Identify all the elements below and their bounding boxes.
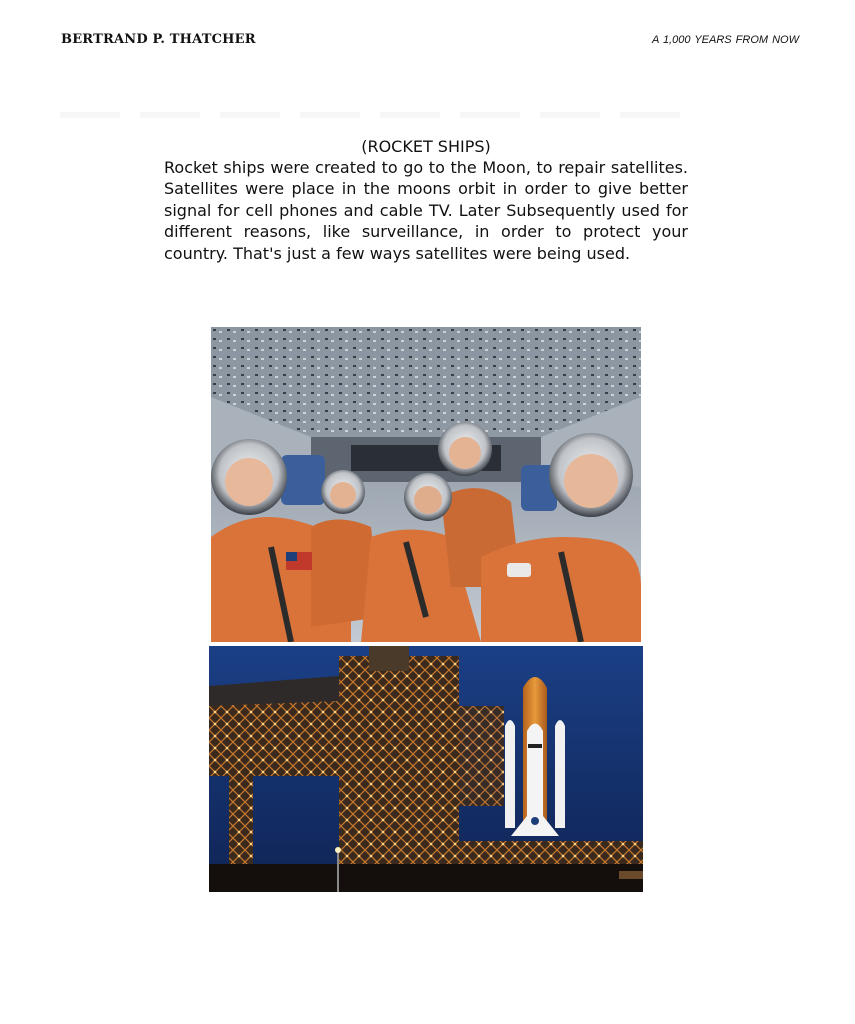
header-tagline: A 1,000 YEARS FROM NOW (651, 34, 799, 46)
faded-text-line (60, 112, 700, 118)
header-author: BERTRAND P. THATCHER (61, 32, 256, 47)
crew-cockpit-photo (211, 327, 641, 642)
section-paragraph: Rocket ships were created to go to the Moon, to repair satellites. Satellites were place in the moons orbit in order to give better signal for cell phones and cable TV. Later Subsequently used for different reasons, like surveillance, in order to protect your country. That's just a few ways satellites were being used. (164, 158, 688, 263)
section-title: (ROCKET SHIPS) (361, 137, 491, 156)
shuttle-launchpad-photo (209, 646, 643, 892)
